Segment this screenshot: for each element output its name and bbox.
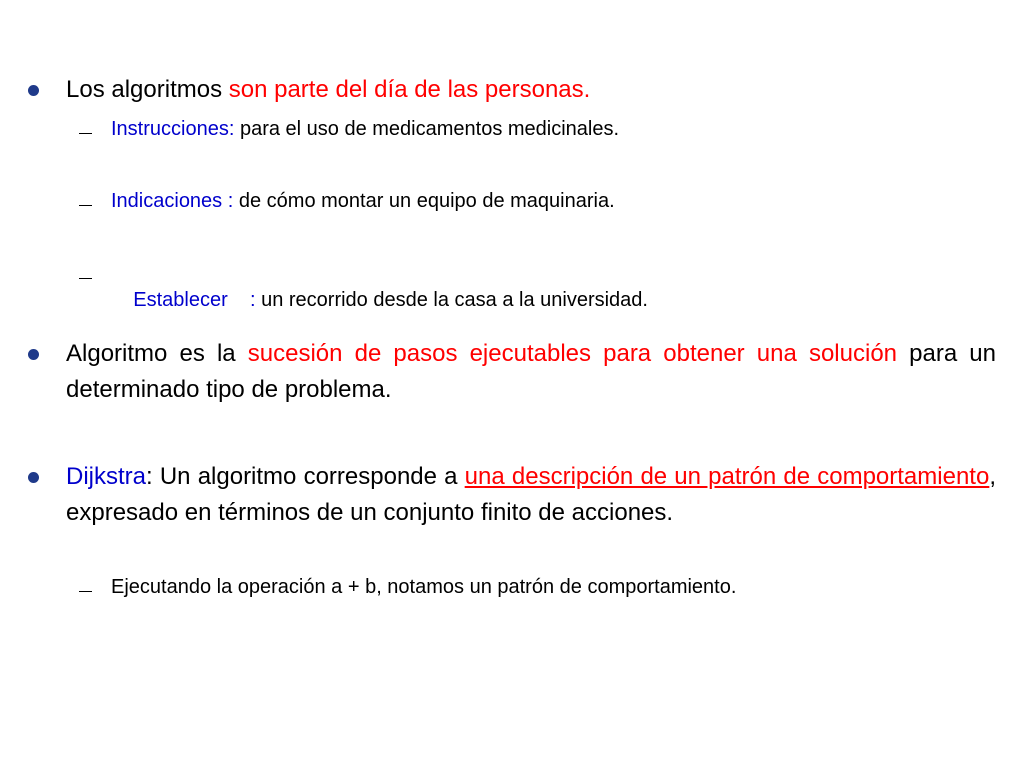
- sub-item-term: Establecer :: [133, 289, 256, 311]
- bullet-dot: [28, 472, 39, 483]
- bullet-3-term: Dijkstra: [66, 463, 147, 490]
- bullet-3-highlight: una descripción de un patrón de comportamiento: [464, 463, 990, 490]
- bullet-dot: [28, 349, 39, 360]
- sub-item-text: un recorrido desde la casa a la universidad.: [255, 289, 648, 311]
- sub-item-term: Instrucciones:: [111, 118, 235, 140]
- sub-item-ejecutando: [111, 574, 991, 600]
- bullet-3-text: : Un algoritmo corresponde a: [146, 463, 465, 490]
- sub-item-text: Ejecutando la operación a + b, notamos un patrón de comportamiento.: [111, 576, 737, 598]
- sub-item-indicaciones: [111, 188, 991, 214]
- bullet-1-highlight: son parte del día de las personas.: [228, 76, 591, 103]
- bullet-2: [66, 336, 996, 408]
- sub-item-establecer: [111, 261, 991, 339]
- bullet-1-text: Los algoritmos: [66, 76, 229, 103]
- bullet-2-text: Algoritmo es la: [66, 340, 248, 367]
- sub-dash: [79, 133, 92, 134]
- bullet-1: [66, 72, 996, 108]
- bullet-2-text-after: para un determinado tipo de problema.: [66, 340, 996, 403]
- sub-item-term: Indicaciones :: [111, 190, 234, 212]
- bullet-3: [66, 459, 996, 531]
- bullet-3-text-after: , expresado en términos de un conjunto finito de acciones.: [66, 463, 996, 526]
- sub-dash: [79, 278, 92, 279]
- sub-item-text: para el uso de medicamentos medicinales.: [234, 118, 620, 140]
- bullet-dot: [28, 85, 39, 96]
- bullet-2-highlight: sucesión de pasos ejecutables para obtener una solución: [247, 340, 898, 367]
- sub-dash: [79, 205, 92, 206]
- sub-dash: [79, 591, 92, 592]
- sub-item-instrucciones: [111, 116, 991, 142]
- sub-item-text: de cómo montar un equipo de maquinaria.: [233, 190, 615, 212]
